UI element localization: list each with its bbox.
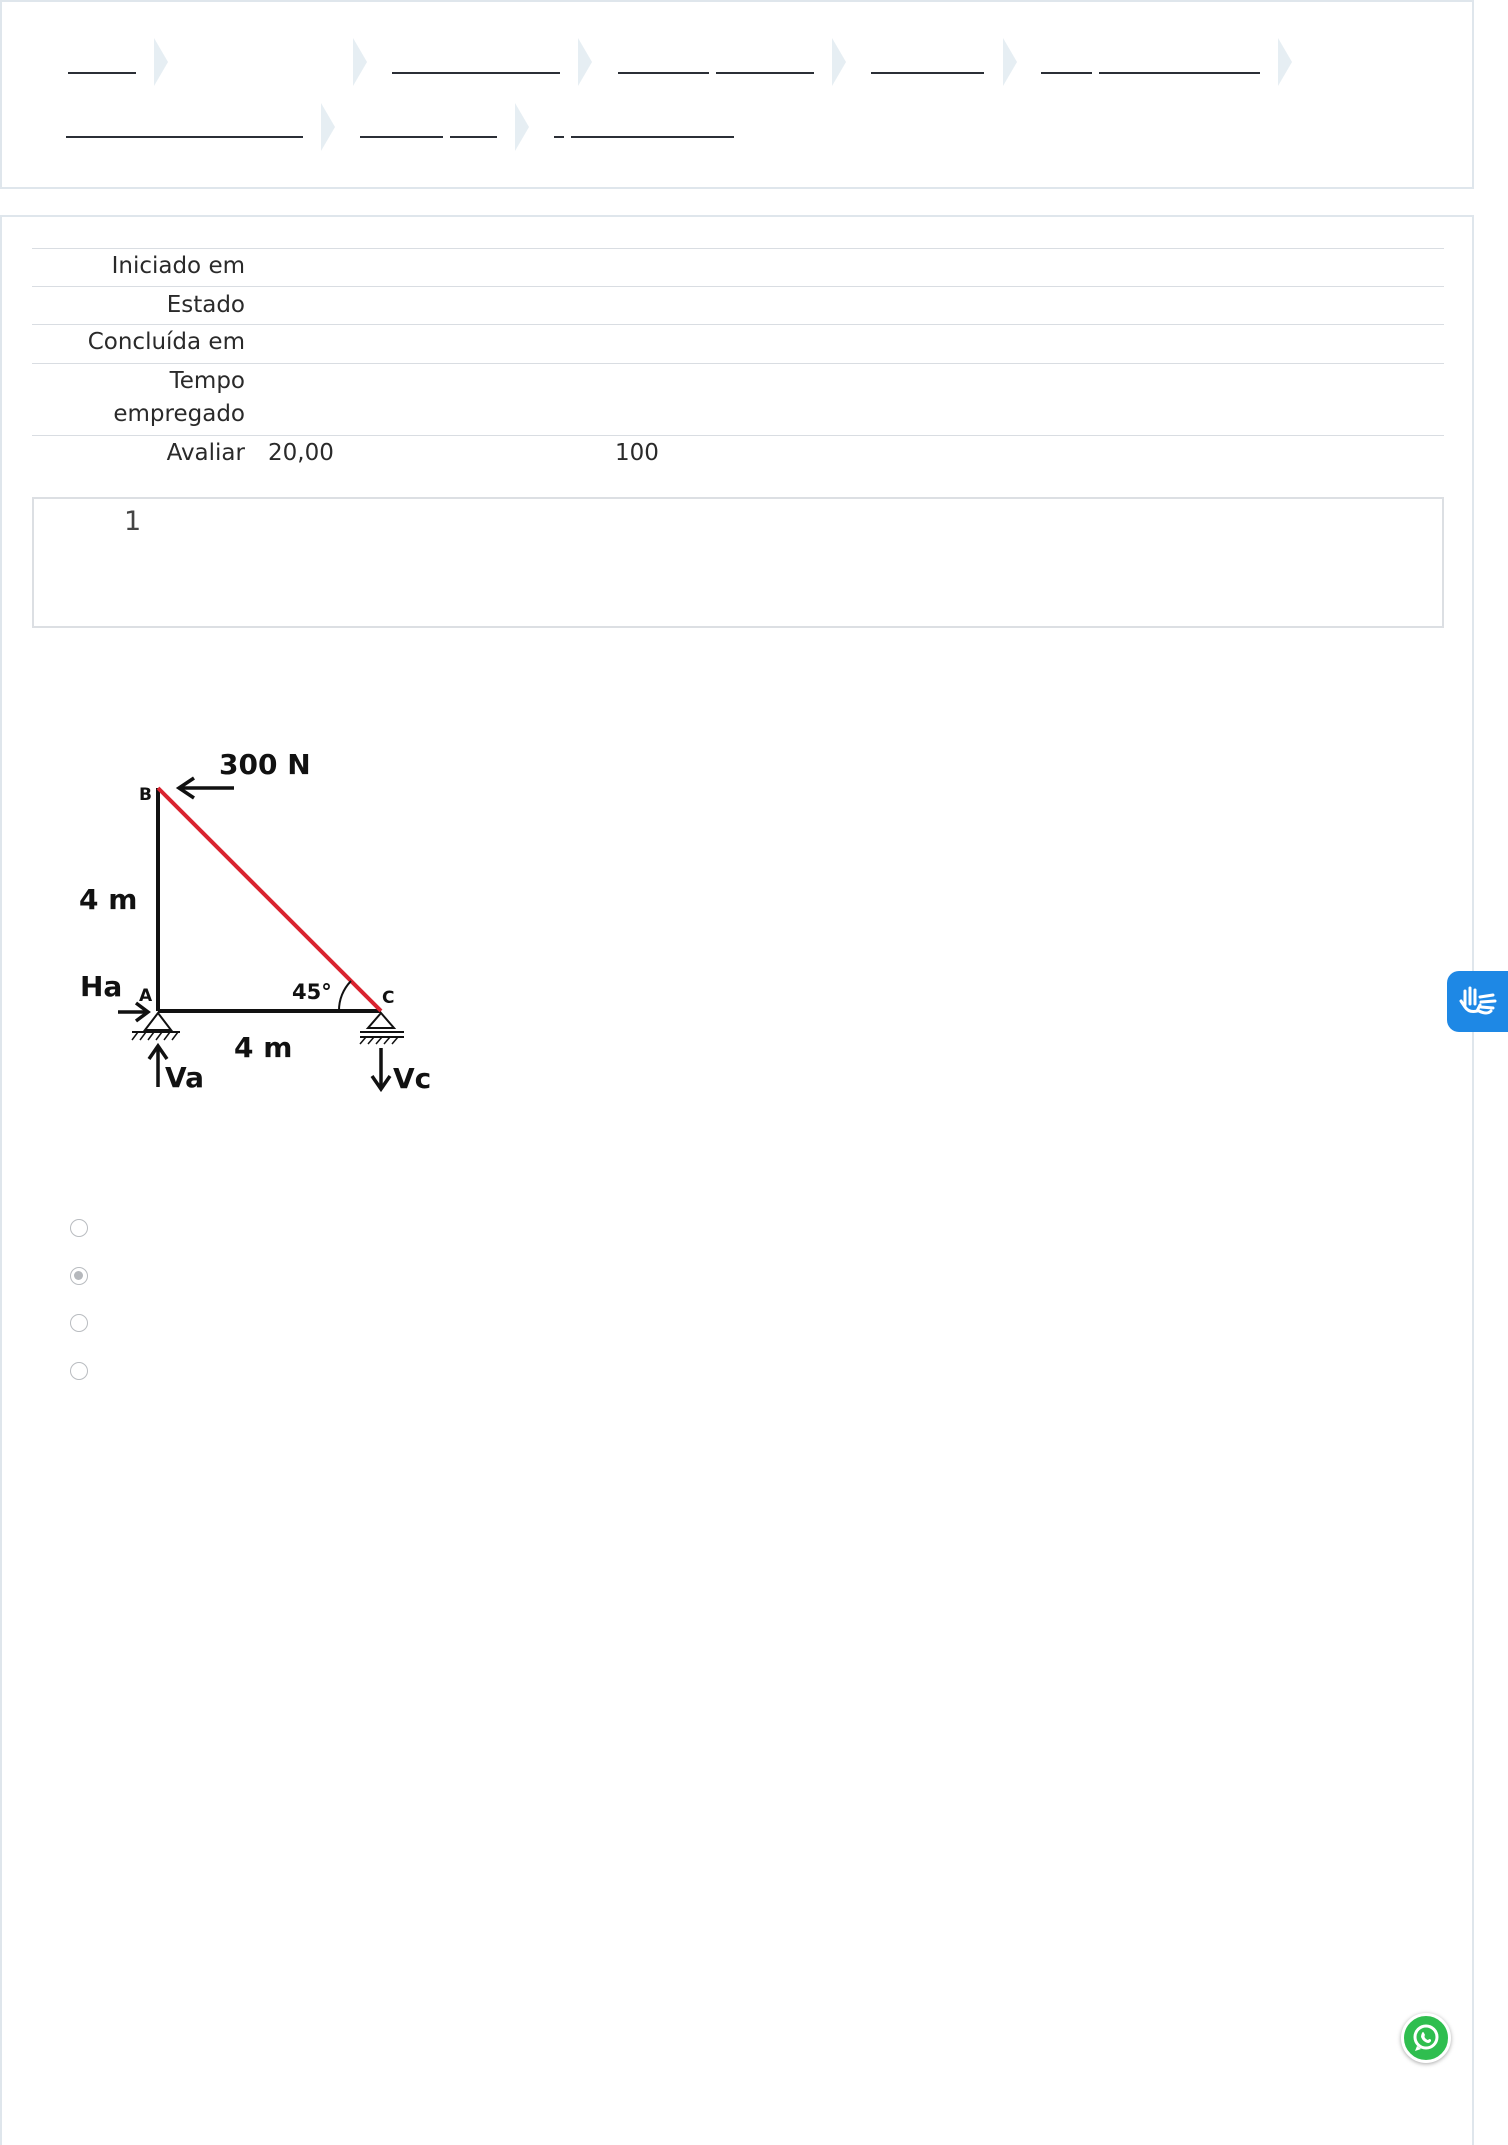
node-c-label: C: [382, 988, 395, 1008]
answer-option-radio-d[interactable]: [70, 1362, 88, 1380]
va-label: Va: [165, 1061, 205, 1094]
breadcrumb-link[interactable]: [1099, 72, 1260, 74]
grade-max: 100: [615, 440, 659, 466]
breadcrumb-separator-icon: [832, 38, 846, 86]
node-a-label: A: [139, 986, 153, 1006]
breadcrumb-card: [0, 0, 1474, 189]
breadcrumb-separator-icon: [515, 103, 529, 151]
breadcrumb-separator-icon: [1003, 38, 1017, 86]
breadcrumb-link[interactable]: [716, 72, 814, 74]
time-label-line1: Tempo: [169, 368, 245, 394]
node-b-label: B: [139, 785, 152, 805]
breadcrumb-link[interactable]: [360, 136, 443, 138]
breadcrumb-link[interactable]: [871, 72, 984, 74]
summary-row-divider: [32, 363, 1444, 364]
grade-label: Avaliar: [166, 440, 245, 466]
breadcrumb-link-current[interactable]: [571, 136, 734, 138]
breadcrumb-link[interactable]: [66, 136, 303, 138]
whatsapp-icon: [1404, 2016, 1448, 2060]
sign-language-button[interactable]: [1447, 971, 1508, 1032]
breadcrumb-link-home[interactable]: [68, 72, 136, 74]
breadcrumb-link[interactable]: [392, 72, 560, 74]
base-label: 4 m: [234, 1031, 293, 1064]
breadcrumb-link[interactable]: [1041, 72, 1092, 74]
summary-row-divider: [32, 324, 1444, 325]
breadcrumb-separator-icon: [154, 38, 168, 86]
breadcrumb-link[interactable]: [450, 136, 497, 138]
breadcrumb-separator-icon: [1278, 38, 1292, 86]
angle-label: 45°: [292, 980, 332, 1004]
vc-label: Vc: [393, 1062, 432, 1095]
hands-icon: [1447, 971, 1508, 1032]
question-info-box: [32, 497, 1444, 628]
whatsapp-button[interactable]: [1401, 2013, 1451, 2063]
breadcrumb-separator-icon: [321, 103, 335, 151]
question-number: 1: [124, 506, 142, 537]
completed-label: Concluída em: [87, 329, 245, 355]
grade-value: 20,00: [268, 440, 334, 466]
started-label: Iniciado em: [111, 253, 245, 279]
truss-diagram: [70, 730, 450, 1100]
breadcrumb-separator-icon: [353, 38, 367, 86]
time-label-line2: empregado: [113, 401, 245, 427]
answer-option-radio-b[interactable]: [70, 1267, 88, 1285]
height-label: 4 m: [79, 883, 138, 916]
breadcrumb-link[interactable]: [554, 136, 564, 138]
state-label: Estado: [166, 292, 245, 318]
summary-row-divider: [32, 248, 1444, 249]
answer-option-radio-a[interactable]: [70, 1219, 88, 1237]
force-label: 300 N: [219, 748, 311, 781]
breadcrumb-separator-icon: [578, 38, 592, 86]
answer-option-radio-c[interactable]: [70, 1314, 88, 1332]
breadcrumb-link[interactable]: [618, 72, 709, 74]
ha-label: Ha: [80, 970, 123, 1003]
summary-row-divider: [32, 435, 1444, 436]
summary-row-divider: [32, 286, 1444, 287]
